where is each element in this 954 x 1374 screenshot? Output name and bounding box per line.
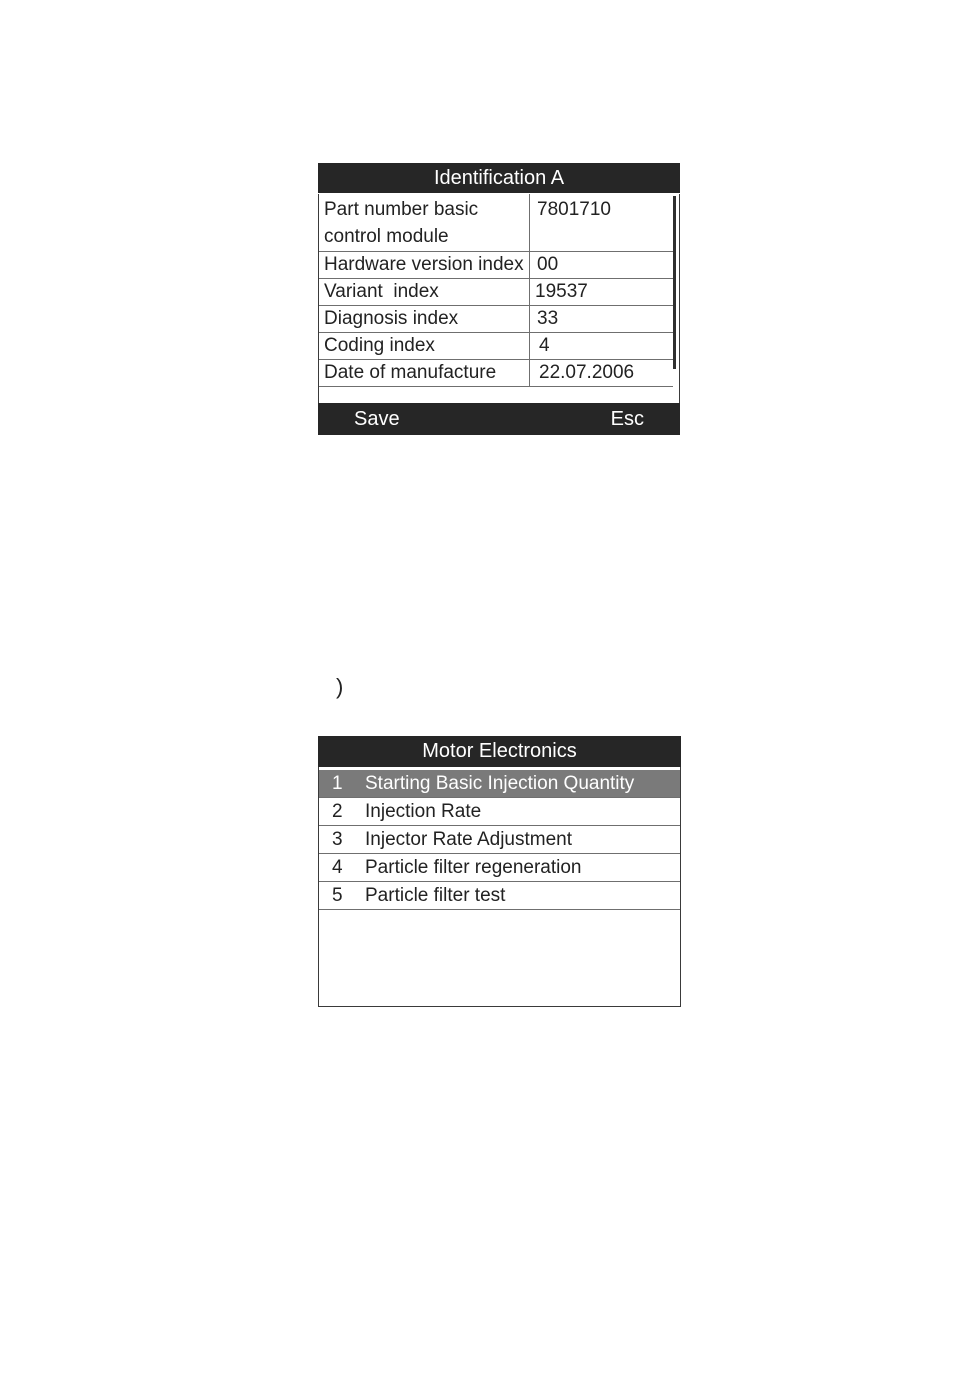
save-button[interactable]: Save — [354, 408, 400, 430]
identification-table-area — [318, 194, 680, 404]
menu-item-label: Injector Rate Adjustment — [365, 829, 572, 850]
table-row[interactable] — [319, 252, 673, 279]
menu-item-label: Starting Basic Injection Quantity — [365, 773, 635, 794]
identification-screen — [318, 163, 680, 435]
menu-item-label: Particle filter regeneration — [365, 857, 582, 878]
scrollbar[interactable] — [673, 196, 676, 369]
menu-item-injection-rate[interactable] — [319, 798, 680, 826]
menu-item-number: 3 — [332, 829, 343, 850]
row-label: Hardware version index — [319, 252, 530, 279]
menu-item-particle-filter-test[interactable] — [319, 882, 680, 910]
row-value: 00 — [530, 252, 674, 279]
identification-table — [319, 194, 673, 387]
row-value: 19537 — [530, 279, 674, 306]
menu-item-particle-filter-regeneration[interactable] — [319, 854, 680, 882]
identification-title: Identification A — [318, 163, 680, 193]
table-row[interactable] — [319, 333, 673, 360]
motor-menu-list — [319, 770, 680, 910]
row-label: Coding index — [319, 333, 530, 360]
table-row[interactable] — [319, 194, 673, 252]
menu-item-number: 4 — [332, 857, 343, 878]
row-value: 4 — [530, 333, 674, 360]
row-value: 7801710 — [530, 194, 674, 252]
esc-button[interactable]: Esc — [610, 408, 644, 430]
row-value: 22.07.2006 — [530, 360, 674, 387]
row-value: 33 — [530, 306, 674, 333]
menu-item-injector-rate-adjustment[interactable] — [319, 826, 680, 854]
menu-item-label: Particle filter test — [365, 885, 506, 906]
table-row[interactable] — [319, 306, 673, 333]
table-row[interactable] — [319, 360, 673, 387]
row-label: Date of manufacture — [319, 360, 530, 387]
menu-item-label: Injection Rate — [365, 801, 482, 822]
row-label: Diagnosis index — [319, 306, 530, 333]
motor-electronics-title: Motor Electronics — [318, 736, 681, 767]
row-label: Part number basic control module — [319, 194, 530, 252]
table-row[interactable] — [319, 279, 673, 306]
stray-paren-glyph: ) — [336, 674, 344, 699]
menu-item-number: 2 — [332, 801, 343, 822]
menu-item-number: 5 — [332, 885, 343, 906]
motor-electronics-screen — [318, 736, 681, 1007]
menu-item-number: 1 — [332, 773, 343, 794]
row-label: Variant index — [319, 279, 530, 306]
identification-footer — [318, 403, 680, 435]
menu-item-starting-basic-injection-quantity[interactable] — [319, 770, 680, 798]
